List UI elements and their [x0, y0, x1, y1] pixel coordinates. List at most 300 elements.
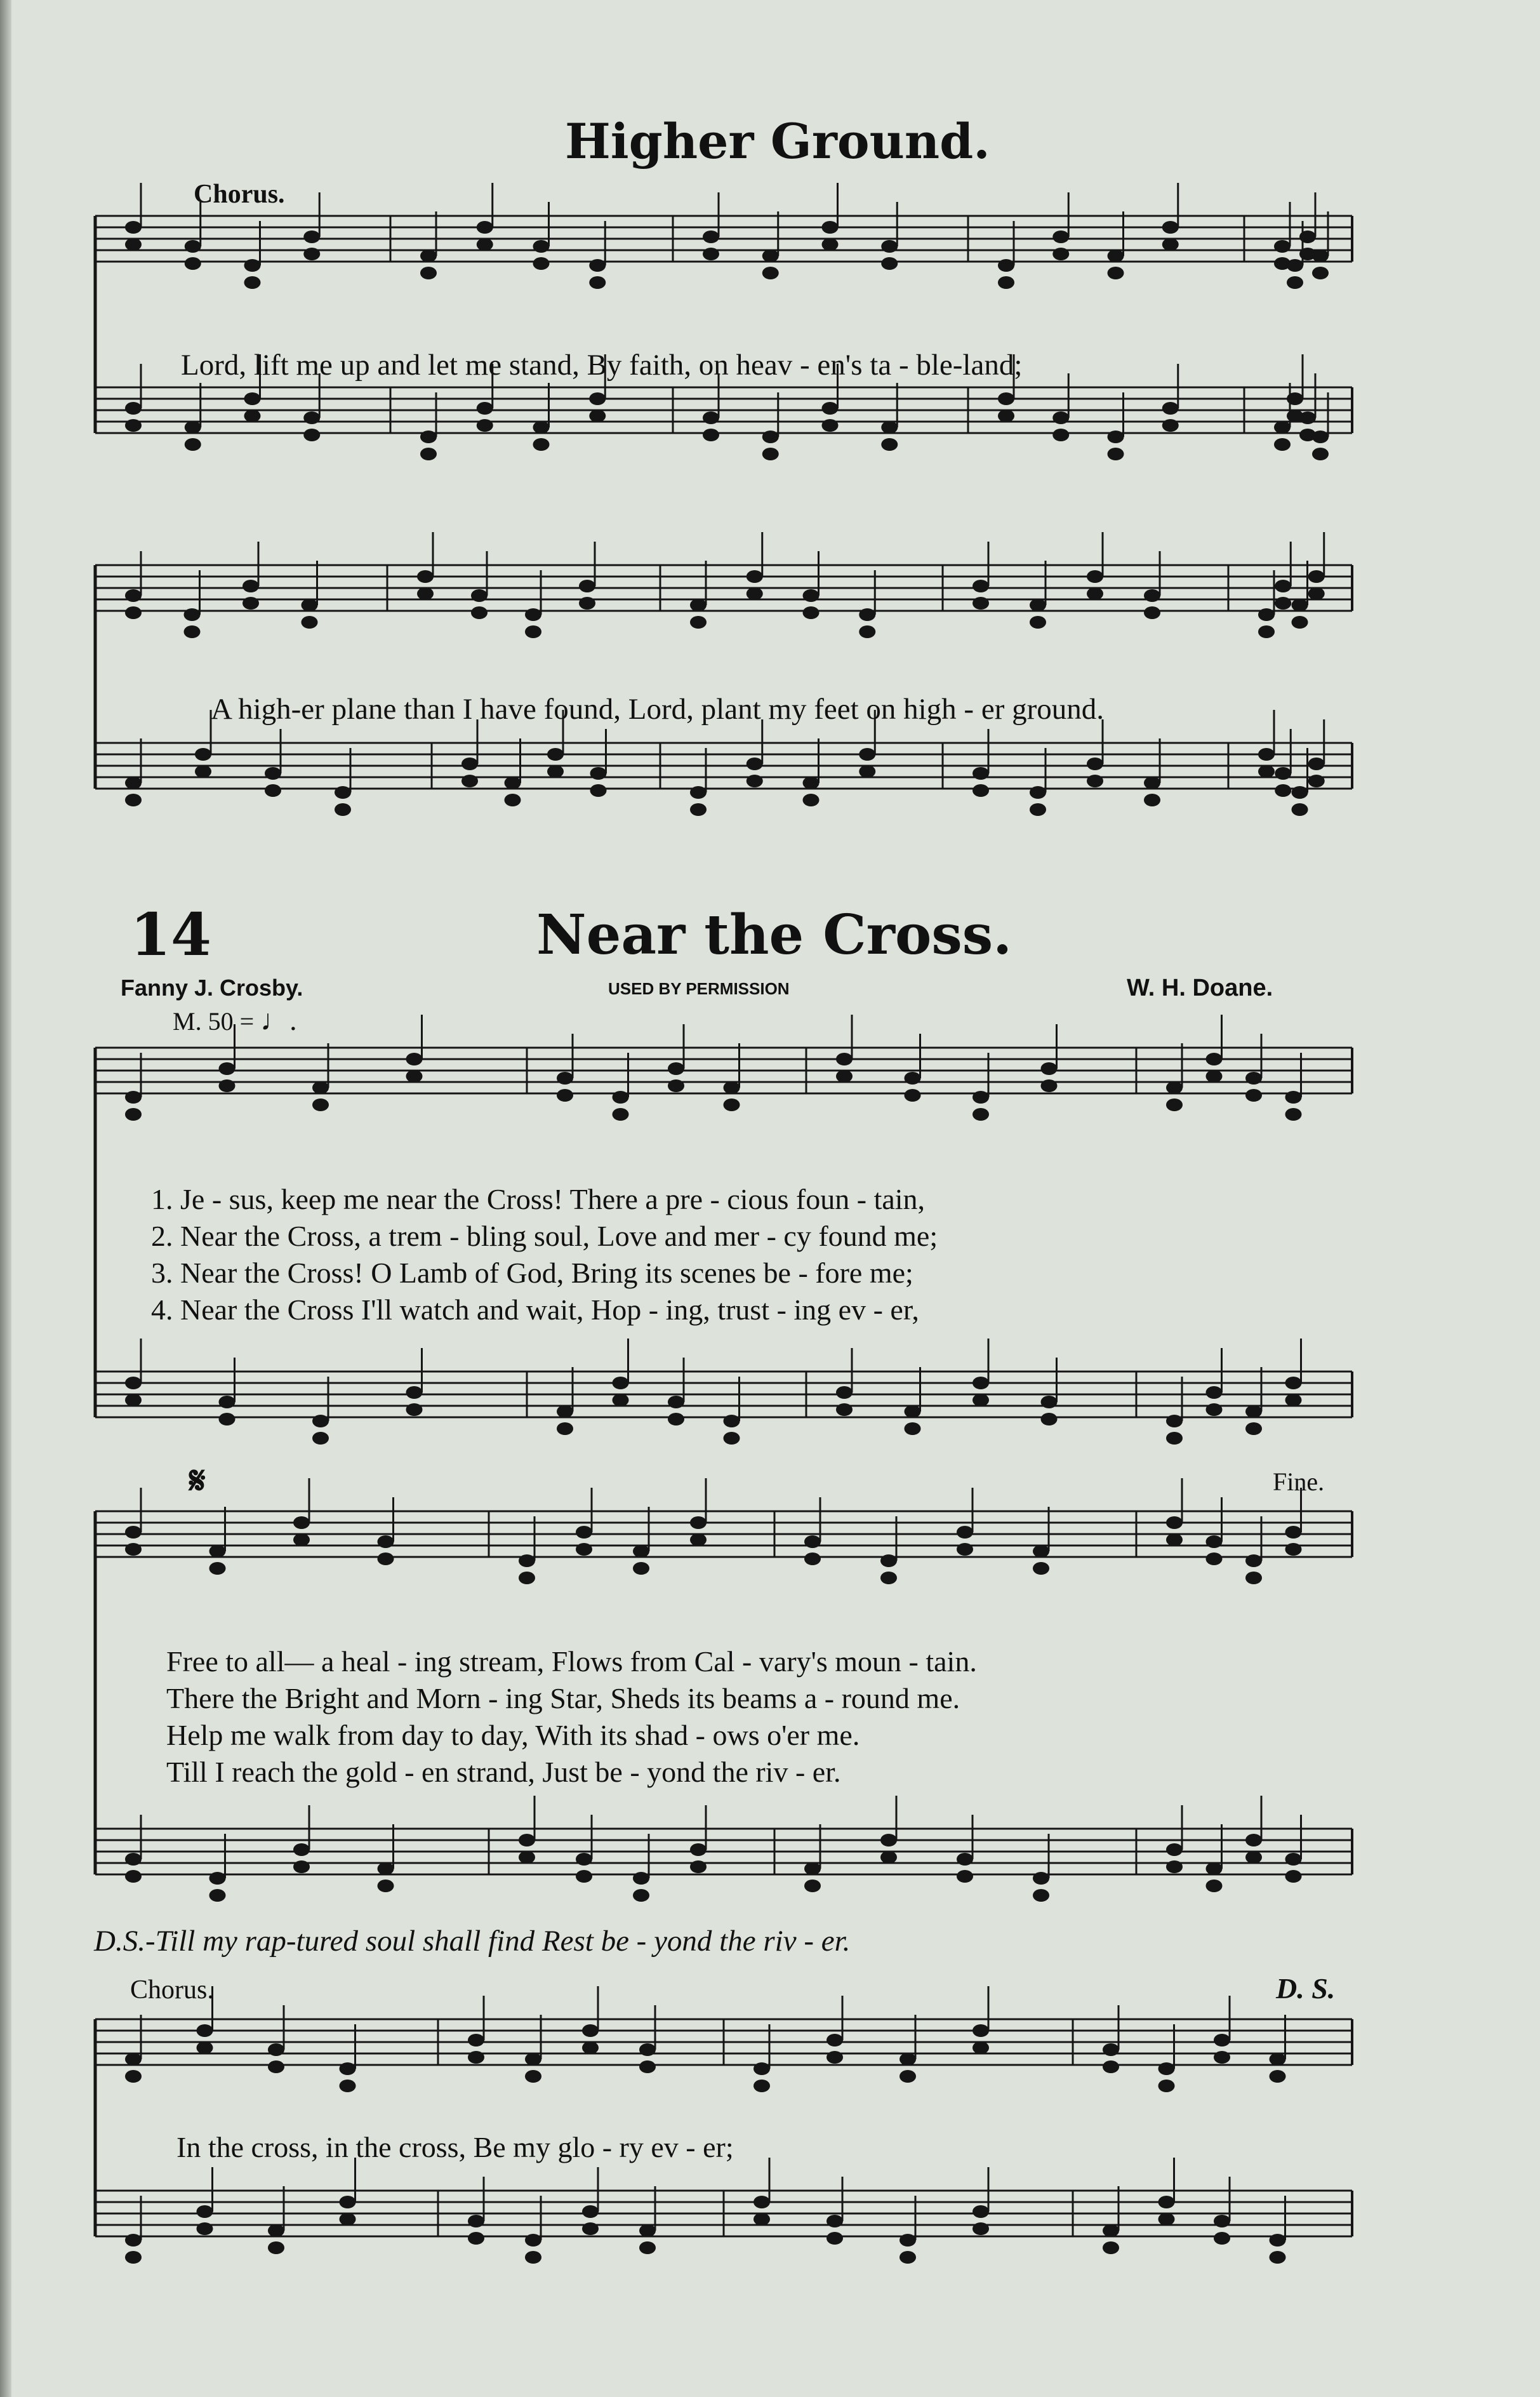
metronome-label: M. 50 =: [173, 1007, 255, 1036]
note-head: [582, 2222, 599, 2235]
note-head: [972, 1394, 989, 1406]
hymn-permission: USED BY PERMISSION: [608, 979, 790, 998]
note-head: [1285, 1853, 1302, 1866]
note-head: [302, 616, 318, 629]
note-head: [589, 276, 606, 289]
note-head: [244, 259, 261, 272]
note-head: [1287, 392, 1303, 405]
note-head: [1144, 589, 1160, 602]
note-head: [690, 1843, 707, 1856]
note-head: [1041, 1396, 1058, 1408]
note-head: [690, 616, 707, 629]
note-head: [519, 1554, 535, 1567]
note-head: [219, 1396, 236, 1408]
dotted-quarter-icon: ♩.: [260, 1004, 297, 1036]
note-head: [461, 775, 478, 787]
note-head: [639, 2224, 656, 2237]
verse-1-line2: Free to all— a heal - ing stream, Flows from Cal - vary's moun - tain.: [166, 1645, 977, 1678]
note-head: [1299, 411, 1316, 424]
note-head: [1162, 238, 1179, 251]
note-head: [753, 2196, 770, 2208]
note-head: [1052, 429, 1069, 441]
note-head: [1206, 1053, 1223, 1065]
note-head: [1285, 1394, 1302, 1406]
note-head: [859, 748, 875, 761]
note-head: [312, 1081, 329, 1094]
note-head: [804, 1862, 821, 1875]
note-head: [613, 1108, 629, 1121]
note-head: [972, 1377, 989, 1389]
note-head: [219, 1413, 236, 1426]
note-head: [690, 1533, 707, 1546]
note-head: [1245, 1572, 1262, 1584]
note-head: [972, 597, 989, 610]
note-head: [1308, 587, 1325, 600]
prev-lyric-line1: Lord, lift me up and let me stand, By faith, on heav - en's ta - ble-land;: [181, 349, 1023, 382]
note-head: [1103, 2241, 1119, 2254]
note-head: [1270, 2070, 1286, 2083]
note-head: [312, 1432, 329, 1445]
note-head: [1166, 1516, 1183, 1529]
note-head: [582, 2205, 599, 2218]
note-head: [303, 230, 320, 243]
note-head: [724, 1415, 740, 1427]
note-head: [690, 599, 707, 611]
note-head: [557, 1072, 573, 1085]
note-head: [1158, 2213, 1175, 2226]
note-head: [1030, 786, 1046, 799]
note-head: [576, 1853, 592, 1866]
note-head: [265, 784, 281, 797]
note-head: [836, 1403, 853, 1416]
note-head: [1108, 250, 1124, 262]
note-head: [125, 777, 142, 789]
note-head: [268, 2241, 284, 2254]
note-head: [1214, 2215, 1230, 2227]
note-head: [1270, 2251, 1286, 2264]
note-head: [378, 1880, 394, 1892]
note-head: [1285, 1091, 1302, 1104]
note-head: [1308, 775, 1325, 787]
hymn-author: Fanny J. Crosby.: [121, 975, 303, 1001]
note-head: [762, 431, 779, 443]
note-head: [998, 276, 1014, 289]
note-head: [1214, 2232, 1230, 2245]
note-head: [1166, 1843, 1183, 1856]
note-head: [1285, 1108, 1302, 1121]
note-head: [420, 448, 437, 460]
note-head: [998, 392, 1014, 405]
note-head: [1166, 1860, 1183, 1873]
note-head: [185, 240, 201, 253]
note-head: [1312, 448, 1329, 460]
note-head: [1292, 599, 1308, 611]
note-head: [1206, 1386, 1223, 1399]
note-head: [468, 2232, 484, 2245]
note-head: [1245, 1851, 1262, 1864]
note-head: [519, 1834, 535, 1846]
note-head: [579, 597, 595, 610]
note-head: [525, 2070, 541, 2083]
note-head: [972, 1091, 989, 1104]
note-head: [1166, 1432, 1183, 1445]
note-head: [268, 2224, 284, 2237]
note-head: [822, 402, 839, 415]
note-head: [804, 1535, 821, 1548]
note-head: [525, 2251, 541, 2264]
note-head: [265, 767, 281, 780]
note-head: [690, 1516, 707, 1529]
metronome-mark: [173, 1003, 297, 1037]
note-head: [125, 402, 142, 415]
note-head: [836, 1070, 853, 1083]
note-head: [633, 1889, 649, 1902]
note-head: [899, 2070, 916, 2083]
note-head: [753, 2080, 770, 2092]
note-head: [690, 786, 707, 799]
prev-lyric-line2: A high-er plane than I have found, Lord, plant my feet on high - er ground.: [211, 693, 1104, 726]
note-head: [1166, 1081, 1183, 1094]
note-head: [590, 784, 607, 797]
note-head: [1103, 2224, 1119, 2237]
note-head: [905, 1072, 921, 1085]
note-head: [505, 794, 521, 806]
note-head: [1166, 1533, 1183, 1546]
hymn-title: Near the Cross.: [536, 903, 1012, 967]
note-head: [1258, 608, 1275, 621]
note-head: [1312, 267, 1329, 279]
note-head: [957, 1543, 973, 1556]
note-head: [525, 608, 541, 621]
note-head: [747, 758, 763, 770]
note-head: [525, 2234, 541, 2247]
prev-chorus-label: Chorus.: [194, 180, 285, 209]
note-head: [471, 589, 488, 602]
note-head: [576, 1526, 592, 1539]
note-head: [468, 2034, 484, 2046]
note-head: [533, 421, 550, 434]
note-head: [197, 2222, 213, 2235]
note-head: [519, 1572, 535, 1584]
note-head: [185, 421, 201, 434]
hymn-composer: W. H. Doane.: [1127, 975, 1273, 1001]
note-head: [762, 448, 779, 460]
note-head: [899, 2234, 916, 2247]
note-head: [417, 570, 434, 583]
note-head: [1087, 587, 1103, 600]
note-head: [582, 2024, 599, 2037]
note-head: [293, 1860, 310, 1873]
note-head: [576, 1543, 592, 1556]
note-head: [468, 2051, 484, 2064]
note-head: [312, 1415, 329, 1427]
note-head: [340, 2062, 356, 2075]
note-head: [1274, 240, 1291, 253]
note-head: [905, 1422, 921, 1435]
note-head: [406, 1070, 423, 1083]
note-head: [125, 419, 142, 432]
note-head: [668, 1079, 684, 1092]
note-head: [822, 419, 839, 432]
note-head: [547, 765, 564, 778]
note-head: [1144, 606, 1160, 619]
note-head: [195, 765, 211, 778]
note-head: [244, 276, 261, 289]
note-head: [197, 2024, 213, 2037]
note-head: [1162, 419, 1179, 432]
note-head: [525, 2053, 541, 2066]
note-head: [1030, 599, 1046, 611]
note-head: [125, 2234, 142, 2247]
note-head: [1245, 1554, 1262, 1567]
note-head: [335, 786, 351, 799]
note-head: [1258, 765, 1275, 778]
note-head: [303, 429, 320, 441]
note-head: [1308, 570, 1325, 583]
note-head: [1087, 570, 1103, 583]
note-head: [312, 1098, 329, 1111]
note-head: [582, 2041, 599, 2054]
note-head: [881, 421, 898, 434]
note-head: [378, 1862, 394, 1875]
note-head: [195, 748, 211, 761]
note-head: [639, 2241, 656, 2254]
verse-1-line1: 1. Je - sus, keep me near the Cross! There a pre - cious foun - tain,: [151, 1183, 926, 1215]
note-head: [420, 431, 437, 443]
note-head: [747, 570, 763, 583]
note-head: [1285, 1870, 1302, 1883]
note-head: [826, 2215, 843, 2227]
note-head: [957, 1526, 973, 1539]
note-head: [1287, 276, 1303, 289]
note-head: [1041, 1413, 1058, 1426]
note-head: [1103, 2060, 1119, 2073]
note-head: [972, 784, 989, 797]
note-head: [1258, 748, 1275, 761]
note-head: [417, 587, 434, 600]
note-head: [905, 1405, 921, 1418]
note-head: [880, 1554, 897, 1567]
note-head: [639, 2060, 656, 2073]
note-head: [836, 1386, 853, 1399]
note-head: [1158, 2080, 1175, 2092]
note-head: [998, 259, 1014, 272]
segno-icon: 𝄋: [189, 1460, 206, 1502]
note-head: [1033, 1889, 1049, 1902]
note-head: [533, 438, 550, 451]
note-head: [209, 1889, 226, 1902]
ds-label: D. S.: [1276, 1972, 1336, 2005]
note-head: [668, 1396, 684, 1408]
note-head: [762, 250, 779, 262]
note-head: [406, 1386, 423, 1399]
chorus-label: Chorus.: [130, 1975, 214, 2005]
note-head: [219, 1079, 236, 1092]
note-head: [184, 608, 201, 621]
note-head: [468, 2215, 484, 2227]
note-head: [905, 1089, 921, 1102]
note-head: [125, 606, 142, 619]
note-head: [998, 410, 1014, 422]
note-head: [244, 410, 261, 422]
note-head: [589, 410, 606, 422]
fine-label: Fine.: [1273, 1467, 1325, 1496]
note-head: [1245, 1089, 1262, 1102]
note-head: [1206, 1862, 1223, 1875]
note-head: [533, 257, 550, 270]
note-head: [340, 2213, 356, 2226]
note-head: [505, 777, 521, 789]
note-head: [1033, 1545, 1049, 1558]
note-head: [197, 2205, 213, 2218]
note-head: [1275, 580, 1291, 592]
note-head: [1292, 616, 1308, 629]
note-head: [197, 2041, 213, 2054]
note-head: [1052, 230, 1069, 243]
note-head: [1275, 767, 1291, 780]
note-head: [242, 580, 259, 592]
note-head: [1245, 1072, 1262, 1085]
note-head: [972, 580, 989, 592]
note-head: [125, 794, 142, 806]
note-head: [477, 402, 493, 415]
note-head: [1206, 1070, 1223, 1083]
note-head: [613, 1394, 629, 1406]
note-head: [1158, 2196, 1175, 2208]
note-head: [1270, 2053, 1286, 2066]
note-head: [633, 1562, 649, 1575]
note-head: [1052, 411, 1069, 424]
verse-4-line2: Till I reach the gold - en strand, Just be - yond the riv - er.: [166, 1756, 841, 1788]
note-head: [668, 1413, 684, 1426]
note-head: [420, 267, 437, 279]
note-head: [1270, 2234, 1286, 2247]
note-head: [1275, 784, 1291, 797]
note-head: [125, 1526, 142, 1539]
note-head: [477, 419, 493, 432]
note-head: [557, 1089, 573, 1102]
note-head: [1162, 402, 1179, 415]
note-head: [268, 2043, 284, 2056]
ds-text: D.S.-Till my rap-tured soul shall find Rest be - yond the riv - er.: [94, 1925, 851, 1958]
note-head: [822, 238, 839, 251]
note-head: [1245, 1422, 1262, 1435]
note-head: [972, 2041, 989, 2054]
note-head: [125, 589, 142, 602]
note-head: [1274, 438, 1291, 451]
note-head: [1285, 1543, 1302, 1556]
note-head: [1108, 431, 1124, 443]
note-head: [1312, 431, 1329, 443]
prev-hymn-title: Higher Ground.: [565, 113, 990, 170]
note-head: [899, 2251, 916, 2264]
note-head: [703, 230, 719, 243]
verse-3-line1: 3. Near the Cross! O Lamb of God, Bring its scenes be - fore me;: [151, 1257, 913, 1289]
note-head: [881, 240, 898, 253]
note-head: [1206, 1403, 1223, 1416]
note-head: [1144, 794, 1160, 806]
note-head: [1274, 421, 1291, 434]
note-head: [1292, 786, 1308, 799]
note-head: [293, 1516, 310, 1529]
note-head: [579, 580, 595, 592]
note-head: [1158, 2062, 1175, 2075]
note-head: [406, 1403, 423, 1416]
note-head: [125, 1853, 142, 1866]
note-head: [1245, 1405, 1262, 1418]
note-head: [1292, 803, 1308, 816]
note-head: [303, 248, 320, 260]
note-head: [461, 758, 478, 770]
verse-2-line1: 2. Near the Cross, a trem - bling soul, Love and mer - cy found me;: [151, 1220, 938, 1252]
note-head: [420, 250, 437, 262]
note-head: [242, 597, 259, 610]
note-head: [1245, 1834, 1262, 1846]
note-head: [1285, 1377, 1302, 1389]
note-head: [125, 1091, 142, 1104]
note-head: [293, 1843, 310, 1856]
note-head: [302, 599, 318, 611]
note-head: [1214, 2051, 1230, 2064]
note-head: [125, 1543, 142, 1556]
note-head: [1162, 221, 1179, 234]
note-head: [859, 608, 875, 621]
note-head: [803, 606, 820, 619]
note-head: [589, 259, 606, 272]
note-head: [804, 1880, 821, 1892]
note-head: [125, 1377, 142, 1389]
note-head: [125, 221, 142, 234]
note-head: [557, 1405, 573, 1418]
note-head: [406, 1053, 423, 1065]
note-head: [668, 1062, 684, 1075]
note-head: [613, 1377, 629, 1389]
note-head: [477, 221, 493, 234]
verse-4-line1: 4. Near the Cross I'll watch and wait, Hop - ing, trust - ing ev - er,: [151, 1293, 919, 1326]
note-head: [972, 2222, 989, 2235]
note-head: [957, 1853, 973, 1866]
note-head: [576, 1870, 592, 1883]
note-head: [1275, 597, 1291, 610]
note-head: [1033, 1872, 1049, 1885]
note-head: [972, 1108, 989, 1121]
note-head: [1299, 230, 1316, 243]
note-head: [335, 803, 351, 816]
note-head: [826, 2034, 843, 2046]
note-head: [340, 2080, 356, 2092]
note-head: [185, 257, 201, 270]
note-head: [244, 392, 261, 405]
note-head: [1166, 1415, 1183, 1427]
note-head: [639, 2043, 656, 2056]
note-head: [753, 2213, 770, 2226]
note-head: [881, 257, 898, 270]
note-head: [1041, 1062, 1058, 1075]
note-head: [803, 777, 820, 789]
note-head: [1206, 1552, 1223, 1565]
note-head: [1312, 250, 1329, 262]
note-head: [1206, 1535, 1223, 1548]
note-head: [747, 775, 763, 787]
note-head: [1041, 1079, 1058, 1092]
note-head: [703, 248, 719, 260]
note-head: [753, 2062, 770, 2075]
note-head: [125, 1394, 142, 1406]
note-head: [1108, 448, 1124, 460]
note-head: [826, 2232, 843, 2245]
note-head: [690, 1860, 707, 1873]
note-head: [1214, 2034, 1230, 2046]
